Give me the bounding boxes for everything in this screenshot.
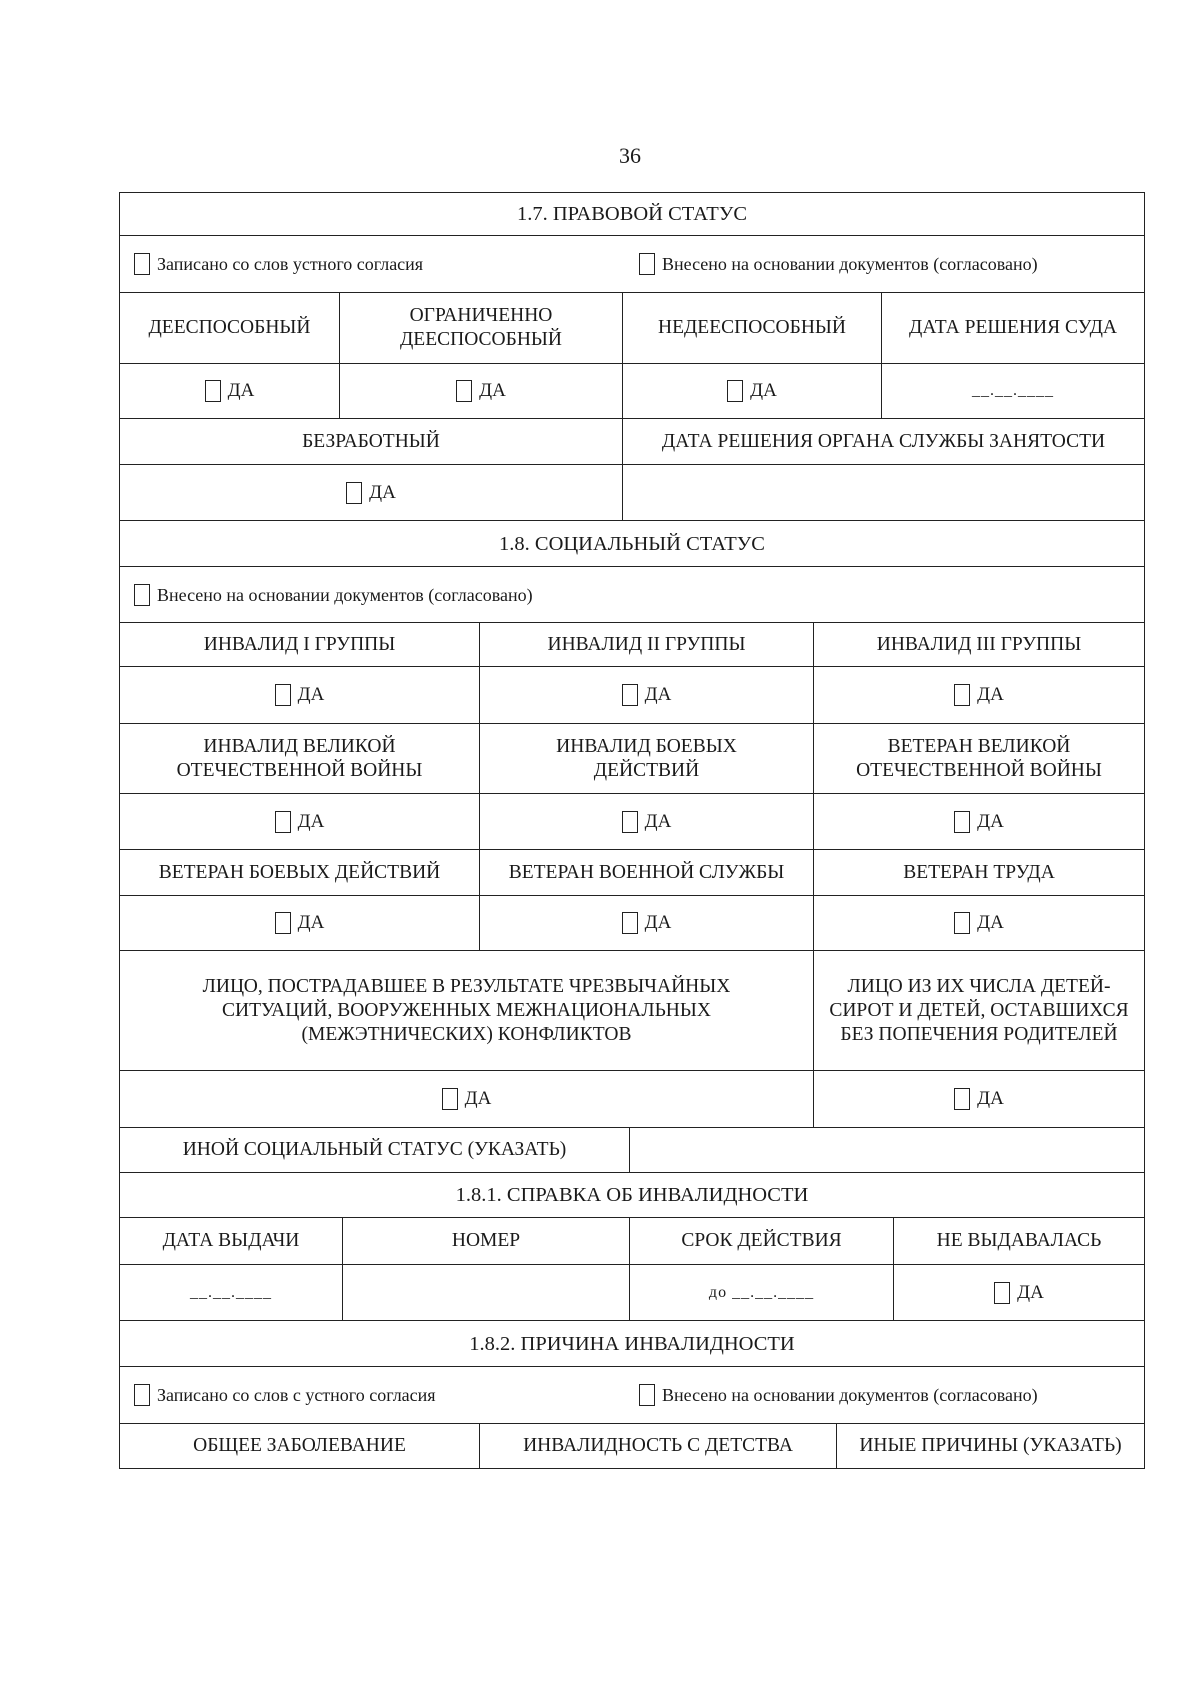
veteran-header-row bbox=[119, 850, 1145, 896]
yes-label: ДА bbox=[977, 684, 1004, 705]
invalid-ww-header: ИНВАЛИД ВЕЛИКОЙ ОТЕЧЕСТВЕННОЙ ВОЙНЫ bbox=[120, 724, 480, 793]
veteran-ww-checkbox[interactable] bbox=[954, 811, 970, 833]
section-1-7-header-row bbox=[119, 192, 1145, 236]
section-1-8-1-header-row bbox=[119, 1173, 1145, 1218]
invalid-group-1-header: ИНВАЛИД I ГРУППЫ bbox=[120, 623, 480, 666]
invalid-combat-checkbox[interactable] bbox=[622, 811, 638, 833]
other-status-row bbox=[119, 1128, 1145, 1173]
yes-label: ДА bbox=[227, 380, 255, 401]
section-1-8-2-title: 1.8.2. ПРИЧИНА ИНВАЛИДНОСТИ bbox=[469, 1332, 795, 1355]
yes-label: ДА bbox=[644, 912, 672, 933]
yes-label: ДА bbox=[644, 684, 672, 705]
section-1-8-source-row bbox=[119, 567, 1145, 623]
unemployed-header: БЕЗРАБОТНЫЙ bbox=[120, 419, 623, 464]
employment-date-header: ДАТА РЕШЕНИЯ ОРГАНА СЛУЖБЫ ЗАНЯТОСТИ bbox=[661, 430, 1106, 452]
validity-header: СРОК ДЕЙСТВИЯ bbox=[630, 1218, 894, 1264]
section-1-8-title: 1.8. СОЦИАЛЬНЫЙ СТАТУС bbox=[499, 532, 765, 555]
limited-capable-header: ОГРАНИЧЕННО ДЕЕСПОСОБНЫЙ bbox=[340, 293, 623, 363]
docs-consent-label: Внесено на основании документов (согласовано) bbox=[662, 254, 1038, 274]
yes-label: ДА bbox=[297, 684, 325, 705]
war-status-header-row bbox=[119, 724, 1145, 794]
emergency-victim-checkbox[interactable] bbox=[442, 1088, 458, 1110]
not-issued-checkbox[interactable] bbox=[994, 1282, 1010, 1304]
certificate-header-row bbox=[119, 1218, 1145, 1265]
unemployed-header-row bbox=[119, 419, 1145, 465]
form-sheet bbox=[119, 192, 1145, 1469]
limited-capable-checkbox[interactable] bbox=[456, 380, 472, 402]
yes-label: ДА bbox=[750, 380, 777, 401]
section-1-8-1-title: 1.8.1. СПРАВКА ОБ ИНВАЛИДНОСТИ bbox=[455, 1184, 809, 1206]
yes-label: ДА bbox=[977, 810, 1004, 832]
number-header: НОМЕР bbox=[343, 1218, 630, 1264]
invalid-group-2-checkbox[interactable] bbox=[622, 684, 638, 706]
veteran-values-row bbox=[119, 896, 1145, 951]
yes-label: ДА bbox=[297, 810, 325, 832]
unemployed-checkbox[interactable] bbox=[346, 482, 362, 504]
general-disease-header: ОБЩЕЕ ЗАБОЛЕВАНИЕ bbox=[120, 1424, 480, 1468]
invalid-group-3-checkbox[interactable] bbox=[954, 684, 970, 706]
incapable-checkbox[interactable] bbox=[727, 380, 743, 402]
section-1-7-title: 1.7. ПРАВОВОЙ СТАТУС bbox=[516, 203, 748, 225]
court-date-field[interactable]: __.__.____ bbox=[972, 382, 1054, 399]
validity-field[interactable]: до __.__.____ bbox=[630, 1265, 894, 1320]
invalid-groups-header-row bbox=[119, 623, 1145, 667]
veteran-labor-header: ВЕТЕРАН ТРУДА bbox=[903, 861, 1055, 883]
section-1-8-2-header-row bbox=[119, 1321, 1145, 1367]
capable-checkbox[interactable] bbox=[205, 380, 221, 402]
section-1-7-source-row bbox=[119, 236, 1145, 293]
other-status-label: ИНОЙ СОЦИАЛЬНЫЙ СТАТУС (УКАЗАТЬ) bbox=[120, 1128, 630, 1172]
oral-consent-label: Записано со слов устного согласия bbox=[157, 254, 424, 274]
veteran-ww-header: ВЕТЕРАН ВЕЛИКОЙ ОТЕЧЕСТВЕННОЙ ВОЙНЫ bbox=[856, 735, 1102, 781]
number-field[interactable] bbox=[343, 1265, 630, 1320]
invalid-group-1-checkbox[interactable] bbox=[275, 684, 291, 706]
invalid-ww-checkbox[interactable] bbox=[275, 811, 291, 833]
oral-consent-checkbox[interactable] bbox=[134, 253, 150, 275]
employment-date-field[interactable] bbox=[623, 465, 1144, 520]
s18-docs-checkbox[interactable] bbox=[134, 584, 150, 606]
unemployed-values-row bbox=[119, 465, 1145, 521]
war-status-values-row bbox=[119, 794, 1145, 850]
invalid-combat-header: ИНВАЛИД БОЕВЫХ ДЕЙСТВИЙ bbox=[480, 724, 814, 793]
certificate-values-row bbox=[119, 1265, 1145, 1321]
legal-status-values-row bbox=[119, 364, 1145, 419]
not-issued-header: НЕ ВЫДАВАЛАСЬ bbox=[936, 1230, 1102, 1251]
yes-label: ДА bbox=[297, 912, 325, 933]
veteran-military-checkbox[interactable] bbox=[622, 912, 638, 934]
orphan-checkbox[interactable] bbox=[954, 1088, 970, 1110]
disability-cause-row bbox=[119, 1424, 1145, 1469]
yes-label: ДА bbox=[977, 912, 1004, 933]
docs-consent-checkbox[interactable] bbox=[639, 253, 655, 275]
yes-label: ДА bbox=[479, 380, 506, 401]
emergency-victim-header: ЛИЦО, ПОСТРАДАВШЕЕ В РЕЗУЛЬТАТЕ ЧРЕЗВЫЧАЙНЫХ СИТУАЦИЙ, ВООРУЖЕННЫХ МЕЖНАЦИОНАЛЬНЫХ (МЕЖЭТНИЧЕСКИХ) КОНФЛИКТОВ bbox=[120, 951, 814, 1070]
s182-oral-label: Записано со слов с устного согласия bbox=[157, 1385, 436, 1405]
incapable-header: НЕДЕЕСПОСОБНЫЙ bbox=[623, 293, 882, 363]
page-number: 36 bbox=[619, 143, 641, 168]
special-status-header-row bbox=[119, 951, 1145, 1071]
yes-label: ДА bbox=[369, 481, 396, 503]
other-causes-header: ИНЫЕ ПРИЧИНЫ (УКАЗАТЬ) bbox=[859, 1435, 1122, 1456]
capable-header: ДЕЕСПОСОБНЫЙ bbox=[120, 293, 340, 363]
other-status-field[interactable] bbox=[630, 1128, 1144, 1172]
issue-date-header: ДАТА ВЫДАЧИ bbox=[120, 1218, 343, 1264]
yes-label: ДА bbox=[1017, 1281, 1044, 1303]
s182-docs-checkbox[interactable] bbox=[639, 1384, 655, 1406]
court-date-header: ДАТА РЕШЕНИЯ СУДА bbox=[909, 317, 1117, 338]
yes-label: ДА bbox=[977, 1088, 1004, 1109]
veteran-combat-header: ВЕТЕРАН БОЕВЫХ ДЕЙСТВИЙ bbox=[120, 850, 480, 895]
special-status-values-row bbox=[119, 1071, 1145, 1128]
issue-date-field[interactable]: __.__.____ bbox=[120, 1265, 343, 1320]
section-1-8-header-row bbox=[119, 521, 1145, 567]
veteran-labor-checkbox[interactable] bbox=[954, 912, 970, 934]
section-1-8-2-source-row bbox=[119, 1367, 1145, 1424]
legal-status-header-row bbox=[119, 293, 1145, 364]
invalid-groups-values-row bbox=[119, 667, 1145, 724]
veteran-military-header: ВЕТЕРАН ВОЕННОЙ СЛУЖБЫ bbox=[480, 850, 814, 895]
yes-label: ДА bbox=[464, 1088, 492, 1109]
childhood-disability-header: ИНВАЛИДНОСТЬ С ДЕТСТВА bbox=[480, 1424, 837, 1468]
veteran-combat-checkbox[interactable] bbox=[275, 912, 291, 934]
invalid-group-3-header: ИНВАЛИД III ГРУППЫ bbox=[876, 633, 1082, 655]
orphan-header: ЛИЦО ИЗ ИХ ЧИСЛА ДЕТЕЙ-СИРОТ И ДЕТЕЙ, ОСТАВШИХСЯ БЕЗ ПОПЕЧЕНИЯ РОДИТЕЛЕЙ bbox=[829, 975, 1129, 1045]
invalid-group-2-header: ИНВАЛИД II ГРУППЫ bbox=[480, 623, 814, 666]
s182-oral-checkbox[interactable] bbox=[134, 1384, 150, 1406]
s18-docs-label: Внесено на основании документов (согласовано) bbox=[157, 584, 533, 605]
s182-docs-label: Внесено на основании документов (согласовано) bbox=[662, 1385, 1038, 1405]
yes-label: ДА bbox=[644, 810, 672, 832]
